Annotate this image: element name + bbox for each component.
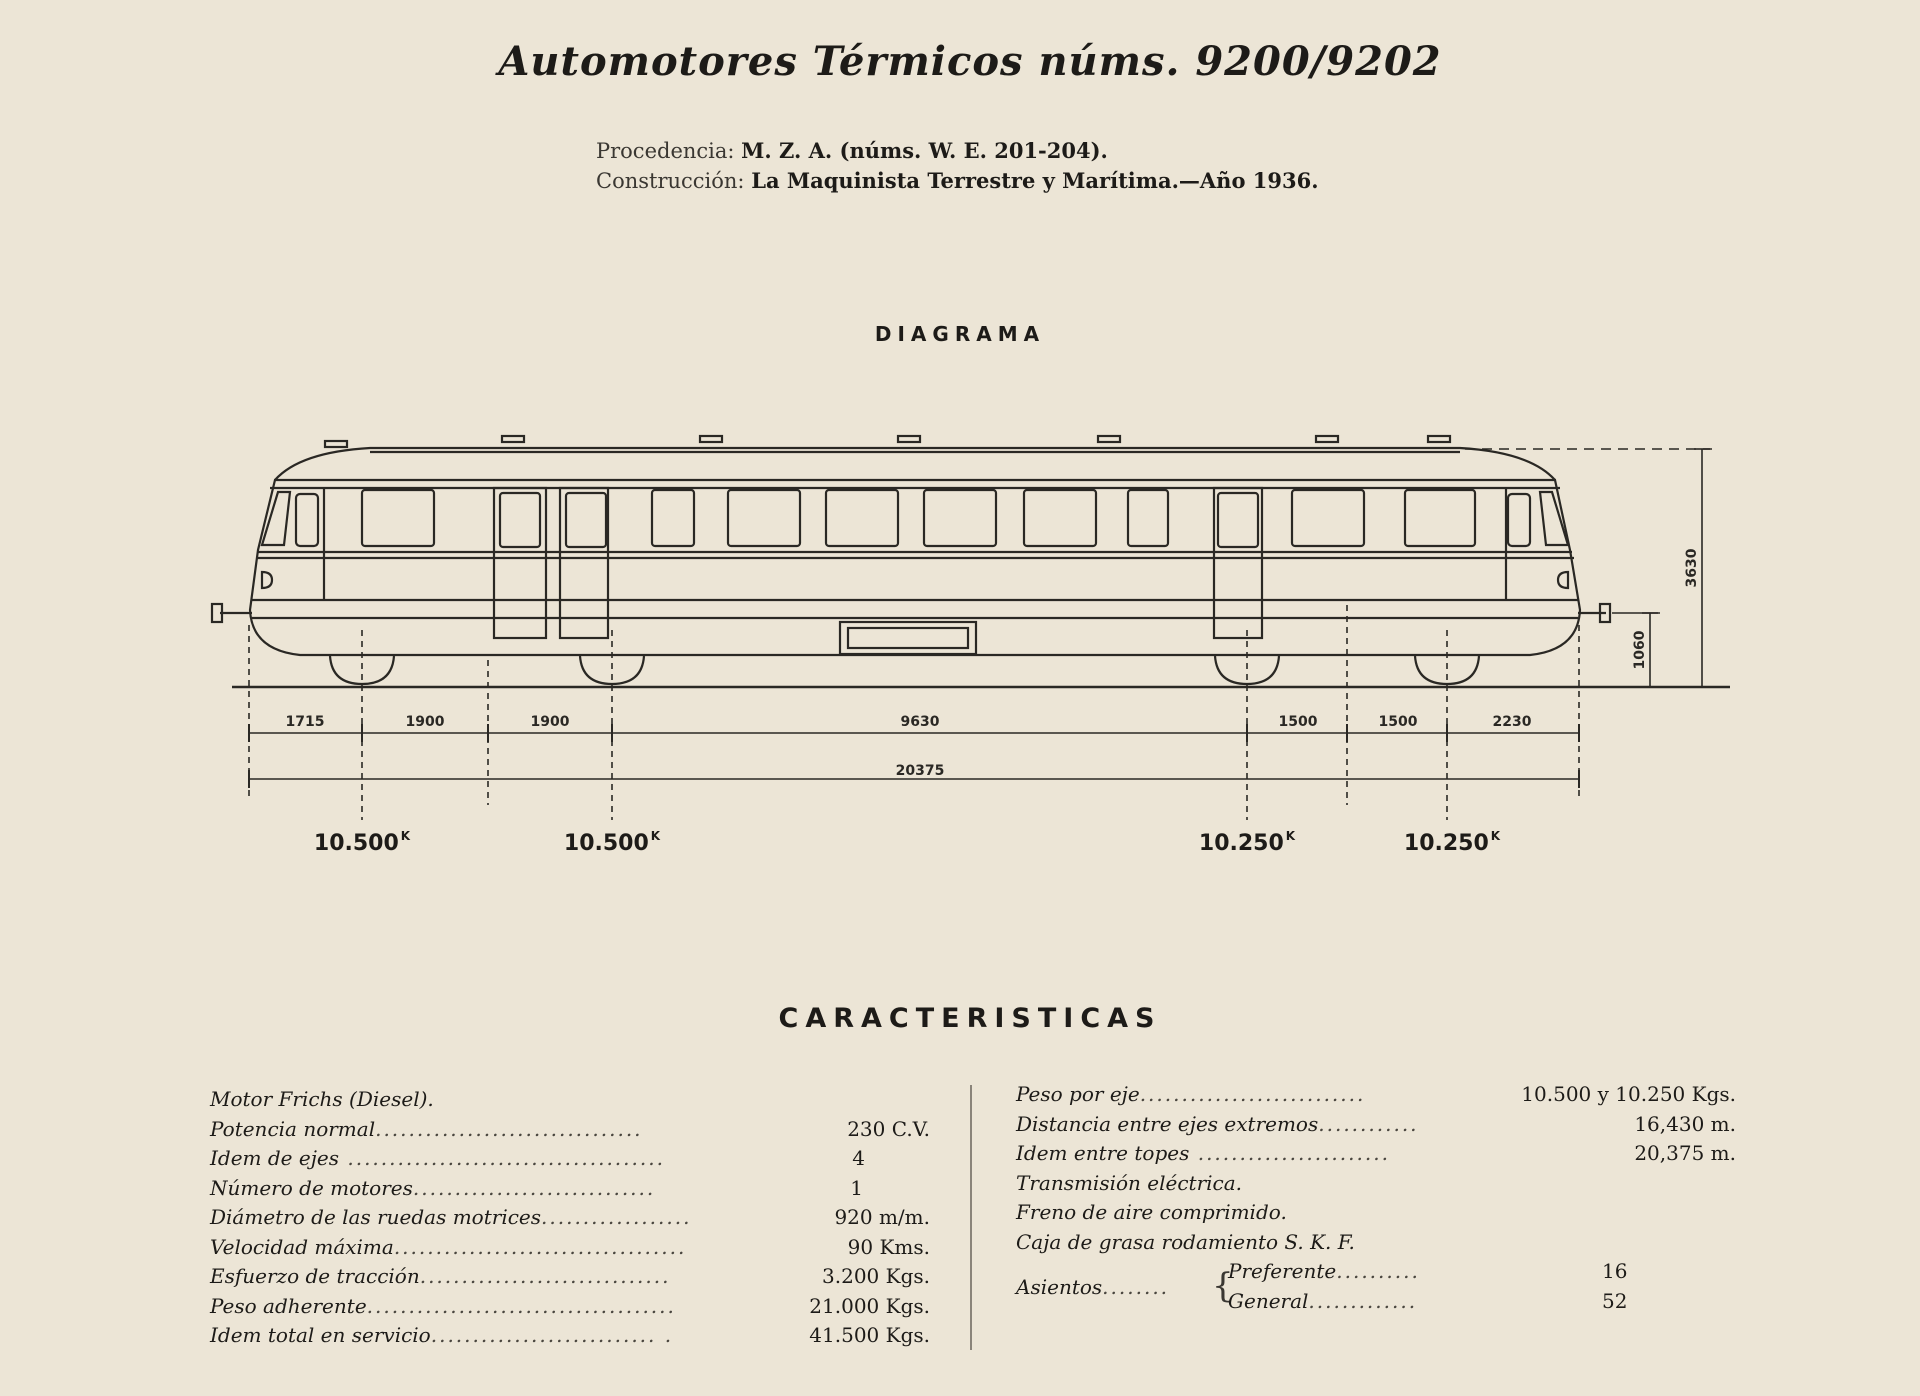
seat-preferente-value: 16 bbox=[1602, 1259, 1628, 1283]
spec-row bbox=[210, 1115, 930, 1145]
dim-buffer-height: 1060 bbox=[1632, 630, 1648, 670]
seat-preferente-label: Preferente bbox=[1228, 1259, 1337, 1283]
dim-1900-a: 1900 bbox=[405, 714, 445, 730]
spec-value: 16,430 m. bbox=[1634, 1111, 1736, 1136]
procedencia-value: M. Z. A. (núms. W. E. 201-204). bbox=[741, 138, 1108, 163]
axle-loads bbox=[314, 829, 1501, 856]
dim-1500-a: 1500 bbox=[1278, 714, 1318, 730]
spec-value: 20,375 m. bbox=[1634, 1141, 1736, 1165]
seat-general-label: General bbox=[1228, 1288, 1309, 1313]
spec-name: Idem total en servicio........................... . bbox=[210, 1323, 674, 1347]
spec-value: 41.500 Kgs. bbox=[809, 1323, 930, 1347]
dimension-labels bbox=[286, 548, 1700, 779]
spec-value: 4 bbox=[852, 1146, 865, 1170]
seats-label: Asientos........ bbox=[1016, 1275, 1170, 1299]
dim-height: 3630 bbox=[1684, 548, 1700, 588]
roof-vents bbox=[325, 436, 1450, 447]
spec-name: Esfuerzo de tracción.............................. bbox=[210, 1264, 671, 1288]
seats-brace: { bbox=[1212, 1266, 1234, 1306]
spec-value: 3.200 Kgs. bbox=[822, 1264, 930, 1288]
spec-value: 10.500 y 10.250 Kgs. bbox=[1521, 1082, 1736, 1106]
dim-overall-length: 20375 bbox=[895, 763, 945, 779]
axle-load-1: 10.500 $^K$ bbox=[313, 829, 411, 856]
spec-name: Idem de ejes ...................................... bbox=[210, 1146, 665, 1170]
axle-load-2: 10.500 $^K$ bbox=[563, 829, 661, 856]
dimension-lines bbox=[249, 449, 1712, 820]
spec-row bbox=[1016, 1110, 1736, 1140]
spec-value: 1 bbox=[850, 1175, 863, 1200]
dim-1900-b: 1900 bbox=[530, 714, 570, 730]
spec-name: Freno de aire comprimido. bbox=[1016, 1200, 1287, 1224]
spec-row bbox=[210, 1085, 930, 1115]
column-divider bbox=[970, 1085, 972, 1350]
dim-9630: 9630 bbox=[900, 714, 940, 730]
spec-name: Número de motores............................. bbox=[210, 1175, 656, 1200]
axle-load-4: 10.250 $^K$ bbox=[1403, 829, 1501, 856]
spec-value: 90 Kms. bbox=[847, 1234, 930, 1259]
spec-row bbox=[210, 1144, 930, 1174]
construccion-label: Construcción: bbox=[596, 169, 745, 193]
spec-name: Motor Frichs (Diesel). bbox=[210, 1087, 434, 1111]
spec-name: Diámetro de las ruedas motrices.................. bbox=[210, 1205, 692, 1229]
spec-row bbox=[210, 1233, 930, 1263]
diagram-heading: DIAGRAMA bbox=[874, 322, 1046, 346]
dim-1500-b: 1500 bbox=[1378, 714, 1418, 730]
seats-types bbox=[1228, 1257, 1628, 1316]
spec-value: 230 C.V. bbox=[847, 1116, 930, 1141]
spec-name: Peso por eje........................... bbox=[1016, 1082, 1366, 1106]
spec-name: Transmisión eléctrica. bbox=[1016, 1170, 1243, 1195]
spec-row bbox=[1016, 1139, 1736, 1169]
spec-row bbox=[210, 1203, 930, 1233]
specs-right bbox=[1016, 1080, 1736, 1319]
procedencia-label: Procedencia: bbox=[596, 139, 735, 163]
spec-value: 920 m/m. bbox=[834, 1205, 930, 1229]
seat-row-preferente: Preferente.......... 16 bbox=[1228, 1257, 1628, 1287]
spec-row bbox=[210, 1174, 930, 1204]
page-title: Automotores Térmicos núms. 9200/9202 bbox=[498, 38, 1442, 85]
spec-row bbox=[1016, 1080, 1736, 1110]
spec-row bbox=[1016, 1198, 1736, 1228]
spec-row bbox=[210, 1292, 930, 1322]
railcar-body-drawing bbox=[212, 436, 1730, 687]
dim-2230: 2230 bbox=[1492, 714, 1532, 730]
spec-name: Distancia entre ejes extremos............ bbox=[1016, 1111, 1419, 1136]
spec-name: Potencia normal................................ bbox=[210, 1116, 643, 1141]
seat-row-general: General............. 52 bbox=[1228, 1287, 1628, 1317]
axle-load-3: 10.250 $^K$ bbox=[1198, 829, 1296, 856]
spec-name: Velocidad máxima................................... bbox=[210, 1234, 687, 1259]
spec-row bbox=[1016, 1228, 1736, 1258]
spec-value: 21.000 Kgs. bbox=[809, 1293, 930, 1318]
seats-block bbox=[1016, 1257, 1736, 1319]
spec-row bbox=[210, 1321, 930, 1351]
spec-name: Caja de grasa rodamiento S. K. F. bbox=[1016, 1229, 1355, 1254]
construccion-value: La Maquinista Terrestre y Marítima.—Año 1936. bbox=[751, 168, 1319, 193]
specs-left bbox=[210, 1085, 930, 1351]
spec-name: Idem entre topes ....................... bbox=[1016, 1141, 1390, 1165]
characteristics-heading: CARACTERISTICAS bbox=[778, 1003, 1162, 1034]
seat-general-value: 52 bbox=[1602, 1288, 1628, 1313]
spec-name: Peso adherente..................................... bbox=[210, 1293, 676, 1318]
spec-row bbox=[1016, 1169, 1736, 1199]
spec-row bbox=[210, 1262, 930, 1292]
dim-1715: 1715 bbox=[285, 714, 325, 730]
